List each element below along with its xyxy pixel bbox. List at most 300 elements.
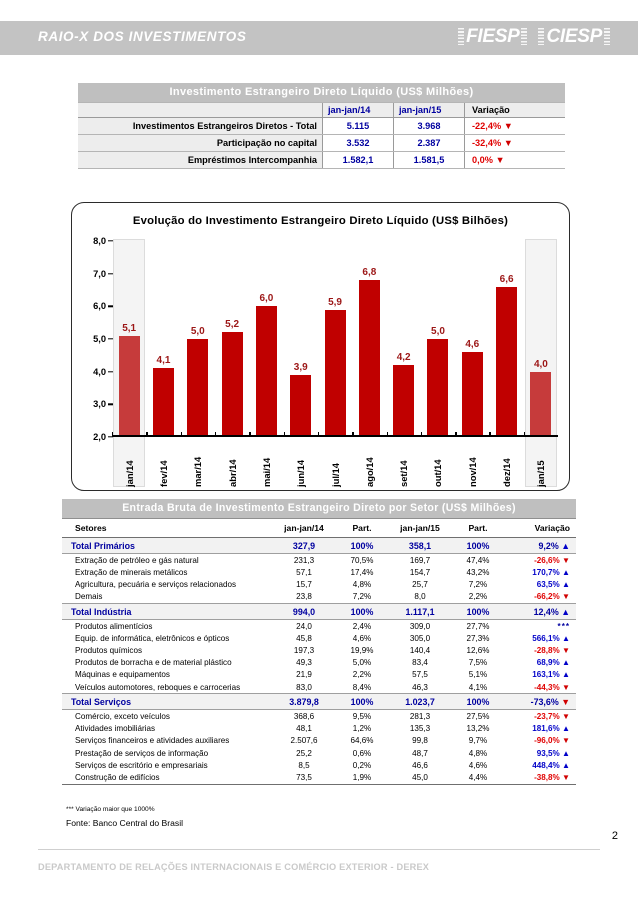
- row-sector-label: Produtos de borracha e de material plástico: [75, 658, 232, 668]
- row-value-jan14: 2.507,6: [290, 736, 318, 746]
- variation-value: -38,8%: [534, 772, 560, 782]
- arrow-up-icon: ▲: [561, 748, 570, 758]
- row-part-jan15: 2,2%: [468, 592, 488, 602]
- variation-stars: ***: [557, 621, 570, 631]
- row-variation: [505, 723, 576, 735]
- table-row: [78, 118, 565, 135]
- row-part-jan14: 2,2%: [352, 670, 372, 680]
- row-part-jan14: 1,2%: [352, 724, 372, 734]
- table-row: [62, 723, 576, 735]
- chart-bar: [530, 358, 551, 437]
- row-part-jan15: 100%: [451, 538, 505, 554]
- chart-y-tick: 5,0: [93, 334, 112, 344]
- chart-bar: [496, 273, 517, 437]
- row-part-jan14: 100%: [335, 694, 389, 710]
- row-value-jan15: 25,7: [412, 580, 428, 590]
- arrow-up-icon: ▲: [561, 567, 570, 577]
- row-variation: [505, 591, 576, 604]
- chart-x-tick: [421, 437, 455, 487]
- logo-group-container: [458, 27, 610, 46]
- chart-bar-value-label: 6,6: [499, 273, 514, 285]
- row-part-jan14: 19,9%: [350, 646, 374, 656]
- row-value-jan14: 327,9: [273, 538, 335, 554]
- row-value-jan14: 83,0: [296, 682, 312, 692]
- row-value-jan14: 24,0: [296, 621, 312, 631]
- row-value-jan14: 49,3: [296, 658, 312, 668]
- chart-x-tick-label: fev/14: [157, 460, 169, 487]
- row-sector-label: Construção de edifícios: [62, 771, 273, 784]
- sector-table-title: Entrada Bruta de Investimento Estrangeiro Direto por Setor (US$ Milhões): [62, 499, 576, 519]
- row-value-jan14: 73,5: [273, 771, 335, 784]
- net-investment-table-title: Investimento Estrangeiro Direto Líquido (US$ Milhões): [78, 83, 565, 103]
- row-sector-label: Agricultura, pecuária e serviços relacionados: [75, 580, 237, 590]
- row-part-jan15: 47,4%: [466, 555, 490, 565]
- row-value-jan14: 5.115: [323, 118, 394, 135]
- table-row: [62, 566, 576, 578]
- row-part-jan14: 5,0%: [352, 658, 372, 668]
- row-part-jan14: 4,6%: [352, 633, 372, 643]
- row-variation: [505, 681, 576, 694]
- chart-bar-slot: [524, 241, 558, 437]
- chart-bar-slot: [181, 241, 215, 437]
- row-part-jan15: 100%: [451, 603, 505, 619]
- row-part-jan15: 7,5%: [468, 658, 488, 668]
- chart-bar-value-label: 6,0: [259, 293, 274, 305]
- row-part-jan14: 7,2%: [352, 592, 372, 602]
- chart-y-tick: 4,0: [93, 367, 112, 377]
- table-row: [78, 152, 565, 169]
- arrow-up-icon: ▲: [561, 580, 570, 590]
- row-part-jan14: 100%: [335, 603, 389, 619]
- row-part-jan15: 27,7%: [466, 621, 490, 631]
- table-row: [62, 759, 576, 771]
- arrow-up-icon: ▲: [561, 670, 570, 680]
- chart-bar-value-label: 6,8: [362, 267, 377, 279]
- row-sector-label: Atividades imobiliárias: [75, 724, 156, 734]
- chart-x-tick-label: set/14: [398, 460, 410, 487]
- table-total-row: [62, 694, 576, 710]
- arrow-up-icon: ▲: [561, 540, 570, 551]
- chart-bar-slot: [387, 241, 421, 437]
- page-number: 2: [611, 830, 618, 842]
- logo-bars-right-icon: [604, 28, 610, 45]
- chart-x-tick-label: ago/14: [363, 457, 375, 487]
- chart-x-tick-label: jan/14: [123, 460, 135, 487]
- row-variation: [505, 747, 576, 759]
- chart-x-tick-label: mai/14: [260, 457, 272, 487]
- chart-bar-value-label: 5,1: [122, 322, 137, 334]
- row-part-jan14: 1,9%: [335, 771, 389, 784]
- chart-bar-slot: [112, 241, 146, 437]
- chart-bar: [393, 352, 414, 437]
- arrow-up-icon: ▲: [561, 606, 570, 617]
- chart-bar-slot: [249, 241, 283, 437]
- row-value-jan14: 21,9: [296, 670, 312, 680]
- row-label: Participação no capital: [78, 135, 323, 152]
- chart-x-tick-label: jan/15: [535, 460, 547, 487]
- row-variation: [505, 645, 576, 657]
- chart-x-tick-label: nov/14: [466, 457, 478, 487]
- variation-value: 181,6%: [532, 724, 560, 734]
- row-variation: [505, 579, 576, 591]
- row-sector-label: Extração de petróleo e gás natural: [75, 555, 199, 565]
- table-row: [62, 747, 576, 759]
- row-part-jan15: 100%: [451, 694, 505, 710]
- arrow-down-icon: ▼: [561, 696, 570, 707]
- variation-value: -96,0%: [534, 736, 560, 746]
- source-text: Fonte: Banco Central do Brasil: [66, 818, 184, 828]
- row-value-jan15: 135,3: [409, 724, 431, 734]
- row-variation: [505, 694, 576, 710]
- row-sector-label: Máquinas e equipamentos: [75, 670, 170, 680]
- variation-value: -44,3%: [534, 682, 560, 692]
- row-variation: [505, 566, 576, 578]
- page-title: RAIO-X DOS INVESTIMENTOS: [38, 29, 247, 44]
- row-value-jan15: 3.968: [394, 118, 465, 135]
- chart-bar: [119, 322, 140, 437]
- column-header-variacao: Variação: [465, 103, 566, 118]
- variation-value: 448,4%: [532, 760, 560, 770]
- variation-value: 9,2%: [538, 540, 559, 551]
- row-value-jan15: 46,6: [412, 760, 428, 770]
- row-variation: [505, 669, 576, 681]
- variation-value: 170,7%: [532, 567, 560, 577]
- row-variation: -32,4% ▼: [465, 135, 566, 152]
- table-row: [62, 591, 576, 604]
- chart-bar-slot: [215, 241, 249, 437]
- table-row: [62, 554, 576, 567]
- row-value-jan14: 1.582,1: [323, 152, 394, 169]
- row-sector-label: Total Primários: [62, 538, 273, 554]
- chart-x-tick-label: out/14: [432, 459, 444, 487]
- row-value-jan14: 23,8: [296, 592, 312, 602]
- chart-x-tick: [489, 437, 523, 487]
- sector-table-body: [62, 538, 576, 785]
- row-part-jan15: 13,2%: [466, 724, 490, 734]
- chart-x-tick-label: jun/14: [295, 459, 307, 487]
- table-row: [62, 710, 576, 723]
- row-value-jan15: 57,5: [412, 670, 428, 680]
- column-header-jan15: jan-jan/15: [394, 103, 465, 118]
- chart-y-tick: 7,0: [93, 269, 112, 279]
- chart-bar-slot: [146, 241, 180, 437]
- row-part-jan14: 8,4%: [352, 682, 372, 692]
- chart-bar-slot: [489, 241, 523, 437]
- row-variation: [505, 554, 576, 567]
- chart-x-axis-labels: [112, 437, 558, 487]
- table-row: [62, 771, 576, 784]
- row-part-jan14: 17,4%: [350, 567, 374, 577]
- chart-x-tick: [112, 437, 146, 487]
- chart-x-tick: [387, 437, 421, 487]
- variation-value: -28,8%: [534, 646, 560, 656]
- chart-x-tick: [146, 437, 180, 487]
- chart-bar-value-label: 5,9: [328, 296, 342, 308]
- logo-bars-right-icon: [521, 28, 527, 45]
- arrow-down-icon: ▼: [561, 712, 570, 722]
- chart-x-tick: [181, 437, 215, 487]
- row-value-jan14: 57,1: [296, 567, 312, 577]
- chart-x-tick: [249, 437, 283, 487]
- table-row: [62, 735, 576, 747]
- arrow-down-icon: ▼: [561, 592, 570, 602]
- table-header-row: [62, 519, 576, 538]
- chart-x-tick-label: dez/14: [501, 458, 513, 487]
- row-value-jan15: 281,3: [409, 712, 431, 722]
- table-title-row: [62, 499, 576, 519]
- chart-y-tick: 8,0: [93, 236, 112, 246]
- chart-bar: [290, 361, 311, 437]
- variation-value: 163,1%: [532, 670, 560, 680]
- chart-bar: [256, 293, 277, 437]
- chart-bar-slot: [421, 241, 455, 437]
- row-sector-label: Extração de minerais metálicos: [75, 567, 188, 577]
- row-part-jan15: 4,6%: [468, 760, 488, 770]
- row-value-jan15: 46,3: [412, 682, 428, 692]
- chart-bar: [325, 296, 346, 437]
- row-label: Investimentos Estrangeiros Diretos - Total: [78, 118, 323, 135]
- arrow-down-icon: ▼: [561, 555, 570, 565]
- chart-bar-slot: [352, 241, 386, 437]
- row-part-jan15: 27,5%: [466, 712, 490, 722]
- row-sector-label: Prestação de serviços de informação: [75, 748, 209, 758]
- column-header-variacao: Variação: [505, 519, 576, 538]
- row-value-jan15: 45,0: [389, 771, 451, 784]
- row-part-jan15: 7,2%: [468, 580, 488, 590]
- chart-title: Evolução do Investimento Estrangeiro Direto Líquido (US$ Bilhões): [132, 215, 509, 227]
- row-part-jan14: 2,4%: [352, 621, 372, 631]
- row-variation: [505, 759, 576, 771]
- row-part-jan14: 100%: [335, 538, 389, 554]
- arrow-down-icon: ▼: [561, 736, 570, 746]
- variation-value: -73,6%: [530, 696, 559, 707]
- row-part-jan15: 4,4%: [451, 771, 505, 784]
- footer-divider: [38, 849, 600, 850]
- row-variation: [505, 657, 576, 669]
- chart-bar-value-label: 3,9: [293, 361, 308, 373]
- row-sector-label: Produtos alimentícios: [75, 621, 153, 631]
- variation-value: -66,2%: [534, 592, 560, 602]
- chart-bar-value-label: 5,2: [225, 319, 240, 331]
- row-sector-label: Equip. de informática, eletrônicos e ópticos: [75, 633, 230, 643]
- row-value-jan14: 231,3: [293, 555, 315, 565]
- row-value-jan15: 1.023,7: [389, 694, 451, 710]
- row-value-jan14: 25,2: [296, 748, 312, 758]
- row-value-jan15: 154,7: [409, 567, 431, 577]
- chart-plot-area: [93, 236, 558, 442]
- table-row: [62, 669, 576, 681]
- footnote-text: *** Variação maior que 1000%: [66, 806, 155, 813]
- chart-bar: [359, 267, 380, 437]
- chart-bar: [153, 355, 174, 437]
- chart-bar-slot: [318, 241, 352, 437]
- table-row: [62, 620, 576, 633]
- arrow-up-icon: ▲: [561, 724, 570, 734]
- row-sector-label: Comércio, exceto veículos: [75, 712, 170, 722]
- row-value-jan15: 358,1: [389, 538, 451, 554]
- chart-x-tick: [455, 437, 489, 487]
- chart-bar-slot: [284, 241, 318, 437]
- row-sector-label: Demais: [75, 592, 103, 602]
- row-value-jan14: 3.532: [323, 135, 394, 152]
- row-sector-label: Total Indústria: [62, 603, 273, 619]
- column-header-jan14: jan-jan/14: [273, 519, 335, 538]
- sector-table: [62, 499, 576, 785]
- column-header-part15: Part.: [451, 519, 505, 538]
- table-total-row: [62, 603, 576, 619]
- table-total-row: [62, 538, 576, 554]
- row-part-jan15: 9,7%: [468, 736, 488, 746]
- footer-department-text: DEPARTAMENTO DE RELAÇÕES INTERNACIONAIS E COMÉRCIO EXTERIOR - DEREX: [38, 862, 430, 872]
- fiesp-logo-text: FIESP: [466, 26, 520, 47]
- row-sector-label: Produtos químicos: [75, 646, 143, 656]
- chart-x-tick-label: jul/14: [329, 463, 341, 487]
- chart-y-tick: 3,0: [93, 399, 112, 409]
- chart-bar-value-label: 5,0: [190, 326, 205, 337]
- row-value-jan15: 8,0: [414, 592, 426, 602]
- row-value-jan15: 1.581,5: [394, 152, 465, 169]
- net-investment-table-body: [78, 118, 565, 169]
- row-value-jan14: 197,3: [293, 646, 315, 656]
- fdi-evolution-chart: [71, 202, 570, 491]
- arrow-down-icon: ▼: [495, 155, 505, 165]
- table-title-row: [78, 83, 565, 103]
- chart-bar-slot: [455, 241, 489, 437]
- chart-x-tick: [215, 437, 249, 487]
- row-part-jan14: 4,8%: [352, 580, 372, 590]
- row-variation: [505, 632, 576, 644]
- row-value-jan14: 15,7: [296, 580, 312, 590]
- row-value-jan14: 45,8: [296, 633, 312, 643]
- row-part-jan14: 70,5%: [350, 555, 374, 565]
- variation-value: 566,1%: [532, 633, 560, 643]
- row-part-jan15: 4,8%: [468, 748, 488, 758]
- chart-x-tick: [524, 437, 558, 487]
- row-sector-label: Total Serviços: [62, 694, 273, 710]
- row-value-jan14: 3.879,8: [273, 694, 335, 710]
- variation-value: -23,7%: [534, 712, 560, 722]
- column-header-part14: Part.: [335, 519, 389, 538]
- variation-value: 63,5%: [536, 580, 560, 590]
- chart-y-tick: 2,0: [93, 432, 112, 442]
- row-part-jan15: 5,1%: [468, 670, 488, 680]
- table-row: [62, 645, 576, 657]
- arrow-down-icon: ▼: [503, 121, 513, 131]
- row-variation: [505, 620, 576, 633]
- row-variation: 0,0% ▼: [465, 152, 566, 169]
- chart-x-tick-label: abr/14: [226, 459, 238, 487]
- chart-bar: [462, 339, 483, 437]
- row-part-jan15: 4,1%: [468, 682, 488, 692]
- chart-y-tick: 6,0: [93, 301, 112, 311]
- row-value-jan14: 994,0: [273, 603, 335, 619]
- arrow-up-icon: ▲: [561, 760, 570, 770]
- table-row: [62, 657, 576, 669]
- row-sector-label: Serviços de escritório e empresariais: [75, 760, 208, 770]
- row-sector-label: Serviços financeiros e atividades auxiliares: [75, 736, 230, 746]
- row-value-jan15: 48,7: [412, 748, 428, 758]
- arrow-up-icon: ▲: [561, 658, 570, 668]
- table-row: [78, 135, 565, 152]
- row-part-jan15: 27,3%: [466, 633, 490, 643]
- row-variation: -22,4% ▼: [465, 118, 566, 135]
- ciesp-logo: [538, 27, 610, 46]
- row-value-jan15: 309,0: [409, 621, 431, 631]
- chart-bar: [222, 319, 243, 437]
- table-row: [62, 632, 576, 644]
- row-value-jan15: 140,4: [409, 646, 431, 656]
- row-part-jan15: 12,6%: [466, 646, 490, 656]
- chart-bar-value-label: 4,6: [465, 339, 480, 351]
- row-variation: [505, 603, 576, 619]
- column-header-blank: [78, 103, 323, 118]
- row-part-jan14: 64,6%: [350, 736, 374, 746]
- row-sector-label: Veículos automotores, reboques e carrocerias: [75, 682, 241, 692]
- chart-x-tick-label: mar/14: [192, 456, 204, 487]
- chart-bars: [112, 241, 558, 437]
- ciesp-logo-text: CIESP: [546, 26, 602, 47]
- variation-value: 93,5%: [536, 748, 560, 758]
- row-label: Empréstimos Intercompanhia: [78, 152, 323, 169]
- row-part-jan14: 0,6%: [352, 748, 372, 758]
- row-value-jan15: 99,8: [412, 736, 428, 746]
- row-value-jan15: 2.387: [394, 135, 465, 152]
- arrow-down-icon: ▼: [561, 772, 570, 782]
- chart-x-tick: [284, 437, 318, 487]
- variation-value: 68,9%: [536, 658, 560, 668]
- chart-bar-value-label: 5,0: [431, 326, 445, 337]
- fiesp-logo: [458, 27, 527, 46]
- variation-value: 12,4%: [533, 606, 559, 617]
- row-value-jan15: 169,7: [409, 555, 431, 565]
- variation-value: -26,6%: [534, 555, 560, 565]
- net-investment-table: [78, 83, 565, 169]
- arrow-down-icon: ▼: [561, 646, 570, 656]
- arrow-down-icon: ▼: [561, 682, 570, 692]
- chart-bar-value-label: 4,0: [533, 358, 548, 370]
- row-variation: [505, 771, 576, 784]
- row-variation: [505, 538, 576, 554]
- column-header-jan15: jan-jan/15: [389, 519, 451, 538]
- row-value-jan15: 1.117,1: [389, 603, 451, 619]
- chart-bar-value-label: 4,1: [156, 355, 171, 367]
- table-row: [62, 681, 576, 694]
- row-value-jan14: 8,5: [298, 760, 310, 770]
- row-value-jan15: 305,0: [409, 633, 431, 643]
- table-row: [62, 579, 576, 591]
- table-header-row: [78, 103, 565, 118]
- row-part-jan15: 43,2%: [466, 567, 490, 577]
- row-part-jan14: 9,5%: [352, 712, 372, 722]
- chart-x-tick: [352, 437, 386, 487]
- chart-bar: [187, 326, 208, 437]
- row-value-jan14: 48,1: [296, 724, 312, 734]
- row-part-jan14: 0,2%: [352, 760, 372, 770]
- row-variation: [505, 710, 576, 723]
- arrow-down-icon: ▼: [503, 138, 513, 148]
- logo-bars-left-icon: [538, 28, 544, 45]
- chart-bar: [427, 326, 448, 437]
- chart-x-tick: [318, 437, 352, 487]
- column-header-jan14: jan-jan/14: [323, 103, 394, 118]
- arrow-up-icon: ▲: [561, 633, 570, 643]
- row-value-jan14: 368,6: [293, 712, 315, 722]
- row-value-jan15: 83,4: [412, 658, 428, 668]
- chart-bar-value-label: 4,2: [396, 352, 411, 364]
- row-variation: [505, 735, 576, 747]
- column-header-setores: Setores: [62, 519, 273, 538]
- logo-bars-left-icon: [458, 28, 464, 45]
